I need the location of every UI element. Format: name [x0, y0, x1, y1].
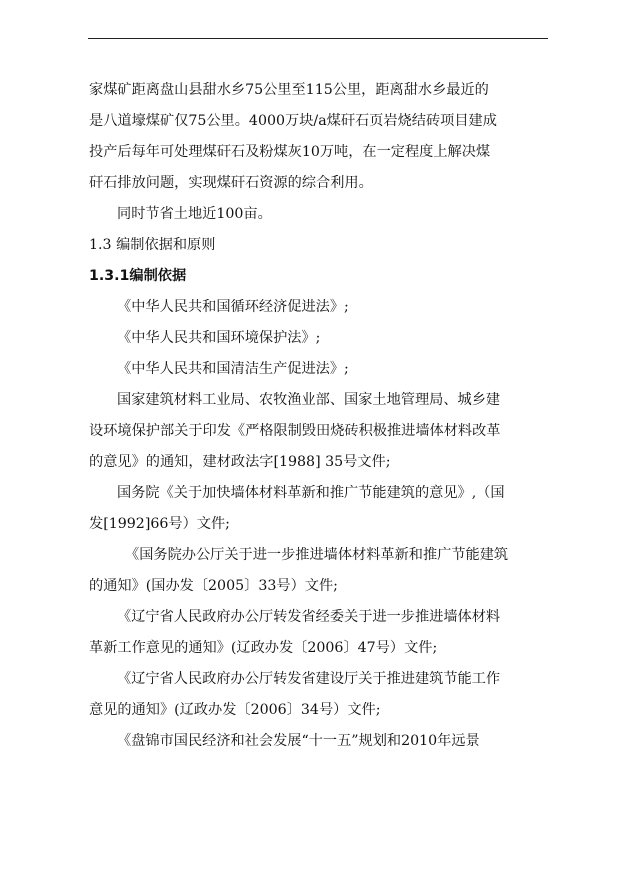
reference-item-cont: 设环境保护部关于印发《严格限制毁田烧砖积极推进墙体材料改革 [89, 423, 501, 439]
section-heading: 1.3 编制依据和原则 [89, 237, 216, 253]
reference-item: 《辽宁省人民政府办公厅转发省经委关于进一步推进墙体材料 [117, 609, 501, 625]
reference-item: 《中华人民共和国环境保护法》; [117, 330, 321, 346]
reference-item-cont: 的意见》的通知，建材政法字[1988] 35号文件; [89, 454, 391, 470]
paragraph-line: 是八道壕煤矿仅75公里。4000万块/a煤矸石页岩烧结砖项目建成 [89, 113, 497, 129]
paragraph-line: 同时节省土地近100亩。 [117, 206, 272, 222]
paragraph-line: 矸石排放问题，实现煤矸石资源的综合利用。 [89, 175, 373, 191]
header-rule [88, 38, 548, 39]
reference-item: 《国务院办公厅关于进一步推进墙体材料革新和推广节能建筑 [125, 547, 509, 563]
paragraph-line: 家煤矿距离盘山县甜水乡75公里至115公里，距离甜水乡最近的 [89, 82, 489, 98]
reference-item: 《盘锦市国民经济和社会发展“十一五”规划和2010年远景 [117, 733, 480, 749]
reference-item: 国家建筑材料工业局、农牧渔业部、国家土地管理局、城乡建 [117, 392, 501, 408]
reference-item: 《辽宁省人民政府办公厅转发省建设厅关于推进建筑节能工作 [117, 671, 501, 687]
paragraph-line: 投产后每年可处理煤矸石及粉煤灰10万吨，在一定程度上解决煤 [89, 144, 491, 160]
reference-item-cont: 的通知》(国办发〔2005〕33号）文件; [89, 578, 338, 594]
subsection-heading: 1.3.1编制依据 [89, 268, 187, 284]
document-body [89, 76, 549, 755]
reference-item-cont: 革新工作意见的通知》(辽政办发〔2006〕47号）文件; [89, 640, 438, 656]
reference-item-cont: 发[1992]66号）文件; [89, 516, 230, 532]
reference-item: 国务院《关于加快墙体材料革新和推广节能建筑的意见》,（国 [117, 485, 505, 501]
reference-item: 《中华人民共和国清洁生产促进法》; [117, 361, 349, 377]
reference-item-cont: 意见的通知》(辽政办发〔2006〕34号）文件; [89, 702, 381, 718]
reference-item: 《中华人民共和国循环经济促进法》; [117, 299, 349, 315]
